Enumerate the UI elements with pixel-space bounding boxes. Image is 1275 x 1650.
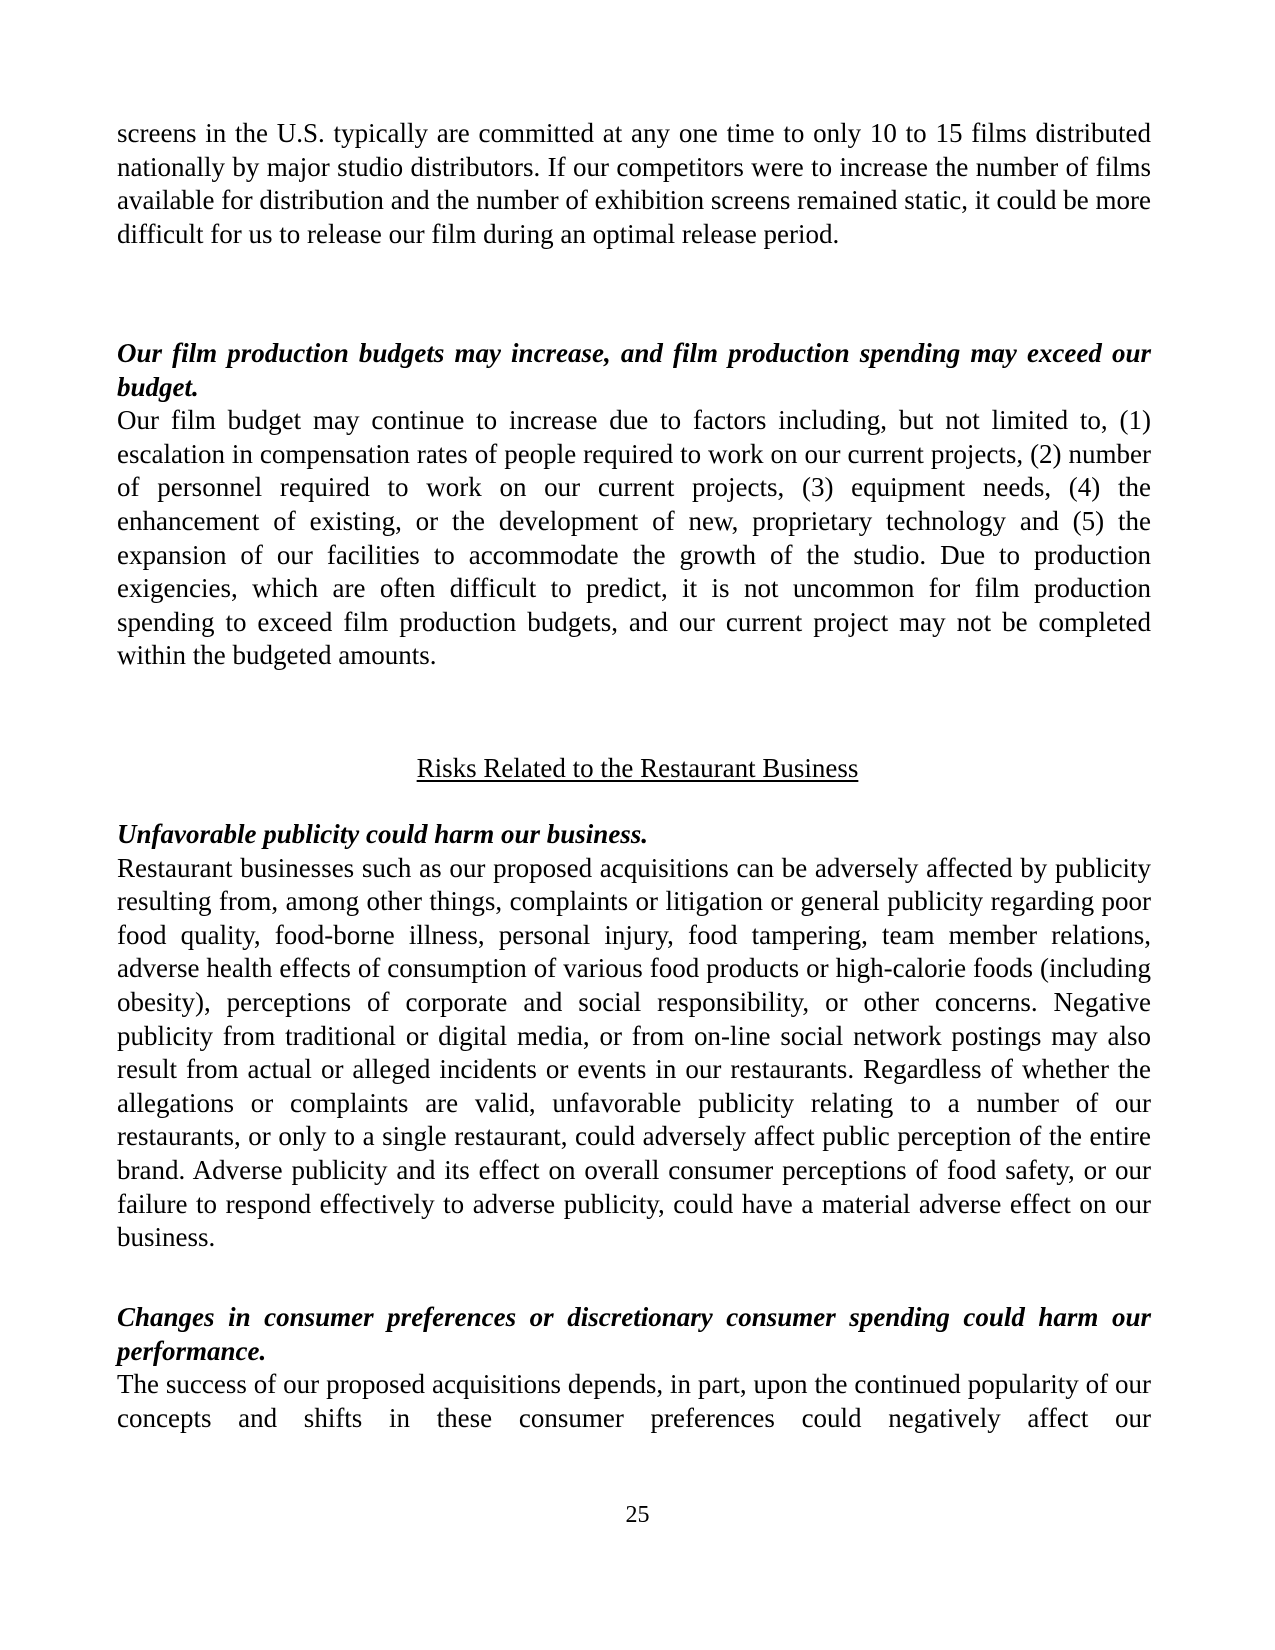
continued-paragraph-block bbox=[117, 117, 1151, 251]
continued-paragraph: screens in the U.S. typically are committed at any one time to only 10 to 15 films distributed nationally by major studio distributors. If our competitors were to increase the number of films available for distribution and the number of exhibition screens remained static, it could be more difficult for us to release our film during an optimal release period. bbox=[117, 118, 1151, 249]
risk-body-consumer: The success of our proposed acquisitions depends, in part, upon the continued popularity of our concepts and shifts in these consumer preferences could negatively affect our bbox=[117, 1369, 1151, 1433]
risk-body-budget: Our film budget may continue to increase due to factors including, but not limited to, (1) escalation in compensation rates of people required to work on our current projects, (2) number of personnel required to work on our current projects, (3) equipment needs, (4) the enhancement of existing, or the development of new, proprietary technology and (5) the expansion of our facilities to accommodate the growth of the studio. Due to production exigencies, which are often difficult to predict, it is not uncommon for film production spending to exceed film production budgets, and our current project may not be completed within the budgeted amounts. bbox=[117, 405, 1151, 671]
risk-consumer-section bbox=[117, 1301, 1151, 1435]
page-number: 25 bbox=[625, 1502, 650, 1528]
section-title-restaurant bbox=[0, 752, 1275, 786]
risk-publicity-section bbox=[117, 818, 1151, 1255]
risk-body-publicity: Restaurant businesses such as our proposed acquisitions can be adversely affected by publicity resulting from, among other things, complaints or litigation or general publicity regarding poor food quality, food-borne illness, personal injury, food tampering, team member relations, adverse health effects of consumption of various food products or high-calorie foods (including obesity), perceptions of corporate and social responsibility, or other concerns. Negative publicity from traditional or digital media, or from on-line social network postings may also result from actual or alleged incidents or events in our restaurants. Regardless of whether the allegations or complaints are valid, unfavorable publicity relating to a number of our restaurants, or only to a single restaurant, could adversely affect public perception of the entire brand. Adverse publicity and its effect on overall consumer perceptions of food safety, or our failure to respond effectively to adverse publicity, could have a material adverse effect on our business. bbox=[117, 852, 1151, 1253]
risk-budget-section bbox=[117, 337, 1151, 673]
section-title-text: Risks Related to the Restaurant Business bbox=[416, 753, 859, 783]
risk-heading-budget: Our film production budgets may increase, and film production spending may exceed our budget. bbox=[117, 338, 1151, 402]
risk-heading-consumer: Changes in consumer preferences or discretionary consumer spending could harm our performance. bbox=[117, 1302, 1151, 1366]
risk-heading-publicity: Unfavorable publicity could harm our business. bbox=[117, 819, 649, 849]
